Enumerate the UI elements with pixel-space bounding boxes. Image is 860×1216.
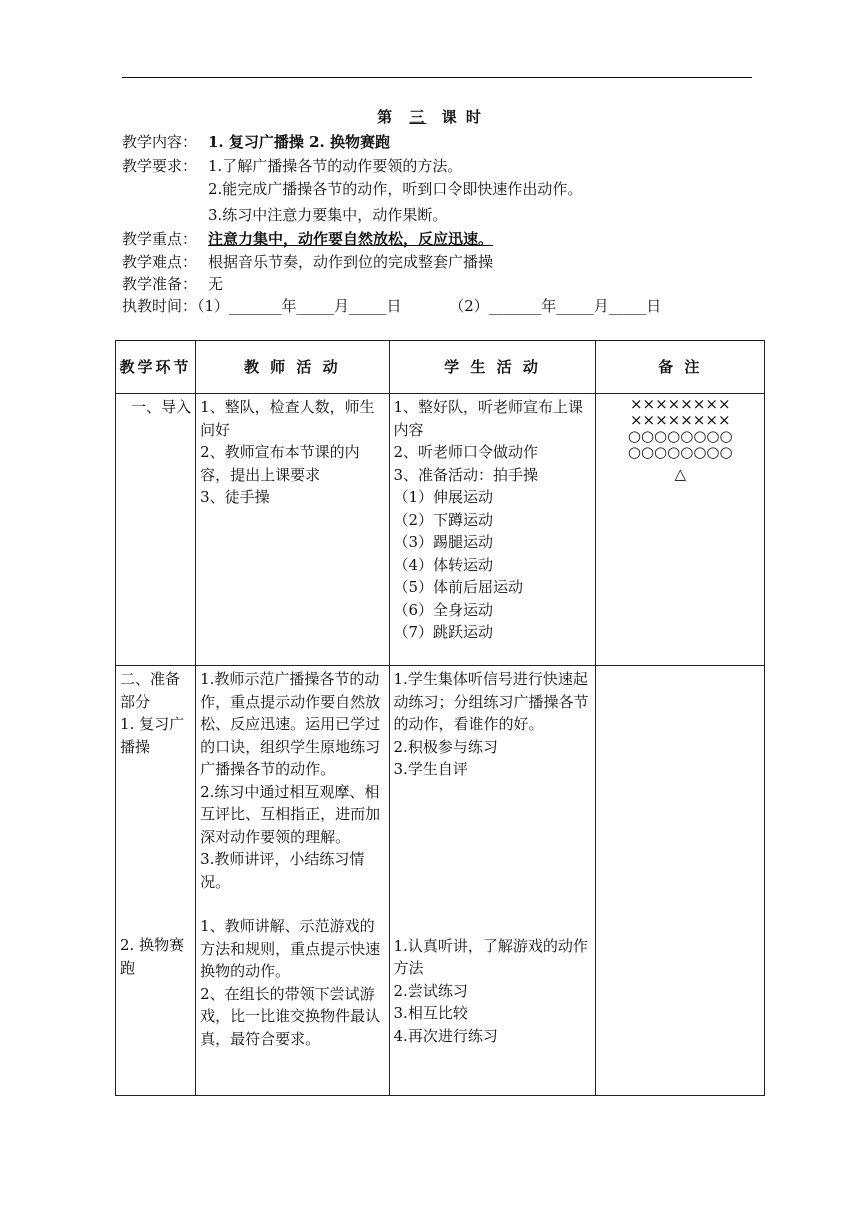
key-point-value: 注意力集中，动作要自然放松，反应迅速。	[208, 230, 494, 248]
student-item: 3.学生自评	[393, 760, 468, 778]
requirements-row	[122, 155, 762, 177]
stage-sub-1: 1. 复习广播操	[120, 715, 185, 756]
student-cell	[389, 394, 596, 666]
student-item: （4）体转运动	[393, 555, 494, 574]
top-rule	[122, 77, 752, 78]
title-prefix: 第	[377, 108, 395, 126]
teaching-time-row	[122, 295, 661, 317]
table-header-row	[116, 341, 765, 394]
table-row	[116, 394, 765, 666]
requirement-item: 2.能完成广播操各节的动作，听到口令即快速作出动作。	[208, 180, 583, 198]
student-item: 1.学生集体听信号进行快速起动练习；分组练习广播操各节的动作，看谁作的好。	[393, 670, 589, 733]
formation-row-circles: ○○○○○○○○	[627, 443, 733, 461]
teacher-cell	[196, 394, 389, 666]
header-student-activity: 学 生 活 动	[389, 341, 596, 394]
page-title	[0, 106, 860, 127]
preparation-row	[122, 273, 762, 295]
time-value: （1）_______年_____月_____日 （2）_______年_____月_____日	[197, 297, 662, 315]
teacher-item: 1、教师讲解、示范游戏的方法和规则，重点提示快速换物的动作。	[200, 917, 381, 980]
header-stage: 教学环节	[116, 341, 196, 394]
student-item: 4.再次进行练习	[393, 1026, 498, 1045]
student-item: （6）全身运动	[393, 600, 494, 619]
table-row	[116, 666, 765, 1096]
student-item: （1）伸展运动	[393, 488, 494, 506]
time-label: 执教时间：	[122, 297, 198, 315]
student-item: （7）跳跃运动	[393, 623, 494, 641]
teacher-item: 2、在组长的带领下尝试游戏，比一比谁交换物件最认真，最符合要求。	[200, 984, 381, 1048]
student-item: 2.积极参与练习	[393, 737, 498, 756]
teacher-item: 1、整队，检查人数，师生问好	[200, 398, 375, 439]
content-row	[122, 131, 762, 153]
teacher-item: 1.教师示范广播操各节的动作，重点提示动作要自然放松、反应迅速。运用已学过的口诀，组织学生原地练习广播操各节的动作。	[200, 670, 381, 778]
preparation-label: 教学准备：	[122, 275, 198, 293]
stage-cell	[116, 666, 196, 1096]
formation-row-crosses: ××××××××	[629, 395, 731, 413]
teacher-cell	[196, 666, 389, 1096]
student-item: 2.尝试练习	[393, 981, 468, 1000]
difficulty-row	[122, 251, 762, 273]
notes-cell	[596, 666, 765, 1096]
title-suffix: 课 时	[441, 108, 483, 126]
key-point-row	[122, 228, 762, 250]
student-item: （5）体前后屈运动	[393, 578, 524, 596]
student-item: 3、准备活动：拍手操	[393, 465, 539, 484]
content-value: 1. 复习广播操 2. 换物赛跑	[208, 133, 390, 151]
stage-title: 二、准备部分	[120, 670, 181, 711]
teacher-item: 2、教师宣布本节课的内容，提出上课要求	[200, 443, 360, 484]
teacher-position-triangle: △	[674, 465, 687, 483]
student-item: 1、整好队，听老师宣布上课内容	[393, 398, 584, 439]
formation-diagram	[596, 394, 765, 666]
student-item: 2、听老师口令做动作	[393, 443, 539, 461]
student-item: 3.相互比较	[393, 1004, 468, 1022]
key-point-label: 教学重点：	[122, 230, 198, 248]
stage-label: 一、导入	[131, 398, 192, 416]
difficulty-label: 教学难点：	[122, 253, 198, 271]
formation-row-circles: ○○○○○○○○	[627, 427, 733, 445]
teacher-item: 3、徒手操	[200, 488, 270, 506]
requirements-label: 教学要求：	[122, 157, 198, 175]
teacher-item: 3.教师讲评，小结练习情况。	[200, 850, 365, 891]
header-notes: 备 注	[596, 341, 765, 394]
header-teacher-activity: 教 师 活 动	[196, 341, 389, 394]
student-item: 1.认真听讲，了解游戏的动作方法	[393, 936, 588, 977]
student-item: （3）踢腿运动	[393, 533, 494, 551]
difficulty-value: 根据音乐节奏，动作到位的完成整套广播操	[208, 253, 494, 271]
requirement-item: 1.了解广播操各节的动作要领的方法。	[208, 157, 463, 175]
formation-row-crosses: ××××××××	[629, 411, 731, 429]
teacher-item: 2.练习中通过相互观摩、相互评比、互相指正，进而加深对动作要领的理解。	[200, 782, 381, 846]
lesson-plan-table	[115, 340, 765, 1096]
stage-cell	[116, 394, 196, 666]
requirement-item: 3.练习中注意力要集中，动作果断。	[208, 206, 448, 224]
content-label: 教学内容：	[122, 133, 198, 151]
title-number: 三	[409, 108, 427, 126]
stage-sub-2: 2. 换物赛跑	[120, 936, 185, 977]
student-item: （2）下蹲运动	[393, 510, 494, 529]
preparation-value: 无	[208, 275, 224, 293]
student-cell	[389, 666, 596, 1096]
